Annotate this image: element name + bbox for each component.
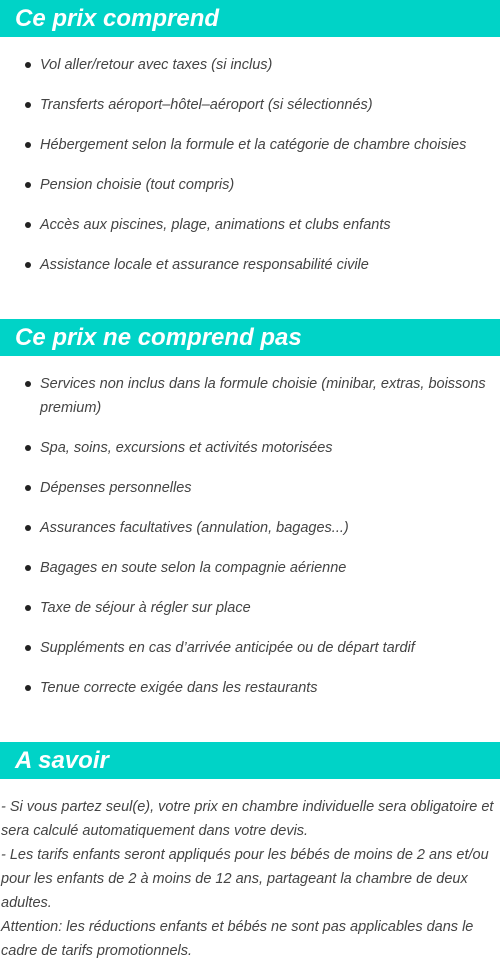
savoir-section-title: A savoir [0,742,500,779]
list-item: Assurances facultatives (annulation, bagages...) [0,516,488,540]
savoir-section [0,742,500,963]
excluded-section-title: Ce prix ne comprend pas [0,319,500,356]
savoir-line: - Si vous partez seul(e), votre prix en chambre individuelle sera obligatoire et sera calculé automatiquement dans votre devis. [1,799,494,839]
excluded-section [0,319,500,700]
list-item: Transferts aéroport–hôtel–aéroport (si sélectionnés) [0,93,488,117]
list-item: Bagages en soute selon la compagnie aérienne [0,556,488,580]
included-section [0,0,500,277]
excluded-list [0,372,500,700]
list-item: Suppléments en cas d’arrivée anticipée ou de départ tardif [0,636,488,660]
included-section-title: Ce prix comprend [0,0,500,37]
list-item: Services non inclus dans la formule choisie (minibar, extras, boissons premium) [0,372,488,420]
list-item: Tenue correcte exigée dans les restaurants [0,676,488,700]
list-item: Assistance locale et assurance responsabilité civile [0,253,488,277]
included-list [0,53,500,277]
savoir-text [0,795,500,963]
list-item: Dépenses personnelles [0,476,488,500]
savoir-line: Attention: les réductions enfants et bébés ne sont pas applicables dans le cadre de tarifs promotionnels. [1,919,474,959]
list-item: Taxe de séjour à régler sur place [0,596,488,620]
list-item: Vol aller/retour avec taxes (si inclus) [0,53,488,77]
savoir-line: - Les tarifs enfants seront appliqués pour les bébés de moins de 2 ans et/ou pour les enfants de 2 à moins de 12 ans, partageant la chambre de deux adultes. [1,847,489,911]
list-item: Hébergement selon la formule et la catégorie de chambre choisies [0,133,488,157]
list-item: Accès aux piscines, plage, animations et clubs enfants [0,213,488,237]
list-item: Spa, soins, excursions et activités motorisées [0,436,488,460]
list-item: Pension choisie (tout compris) [0,173,488,197]
